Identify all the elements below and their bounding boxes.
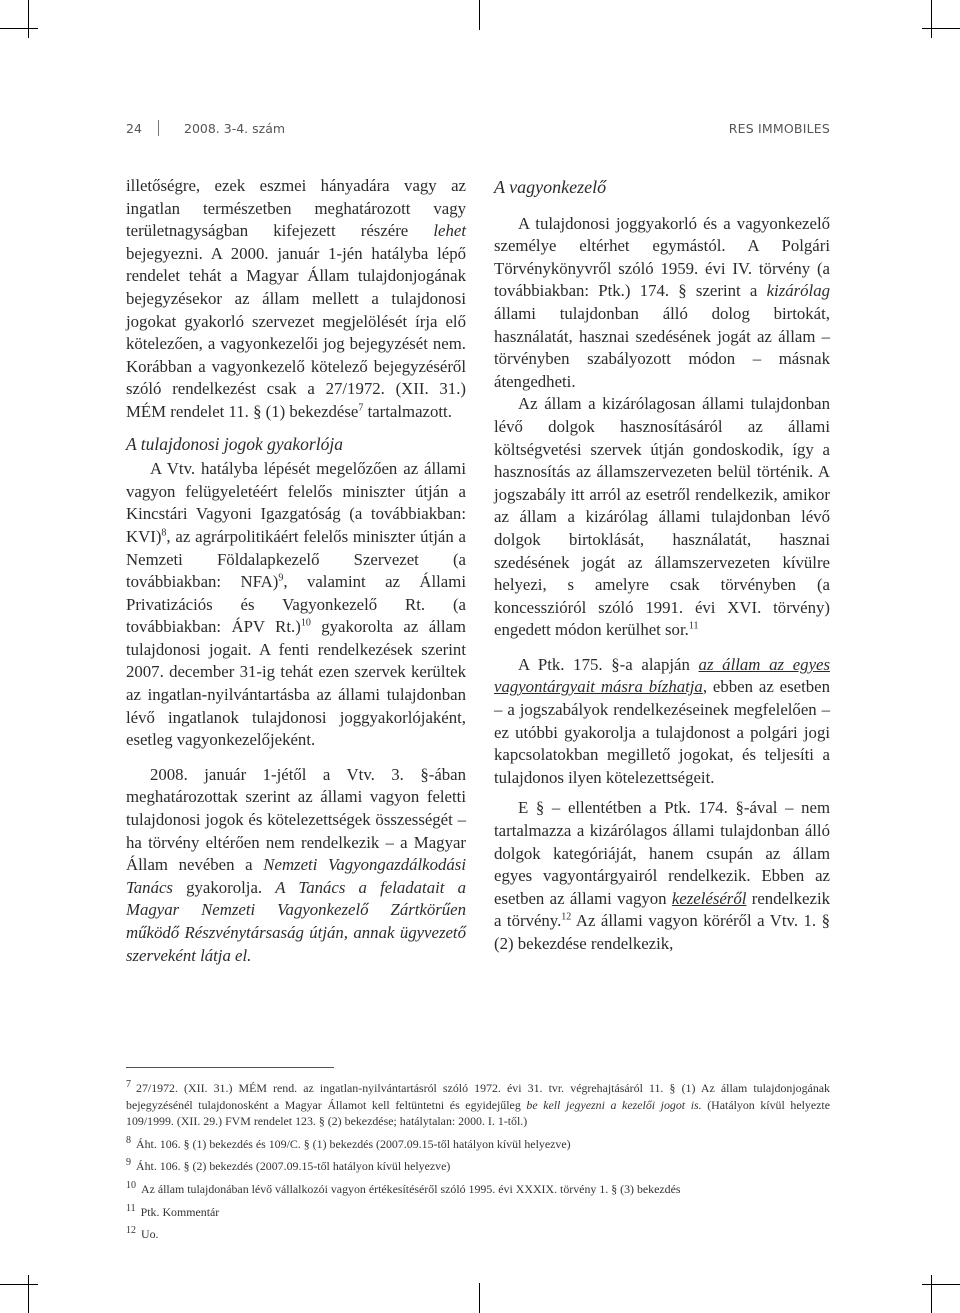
left-paragraph-1: illetőségre, ezek eszmei hányadára vagy az ingatlan természetben meghatározott vagy területnagyságban kifejezett részére lehet bejegyezni. A 2000. január 1-jén hatályba lépő rendelet tehát a Magyar Állam tulajdonjogának bejegyzésekor az állam mellett a tulajdonosi jogokat gyakorló szervezet megjelölését írja elő kötelezően, a vagyonkezelői jog bejegyzését nem. Korábban a vagyonkezelő kötelező bejegyzéséről szóló rendelkezést csak a 27/1972. (XII. 31.) MÉM rendelet 11. § (1) bekezdése$^7$ tartalmazott. — [126, 176, 466, 421]
footnotes — [126, 1080, 830, 1249]
crop-mark-top-left-h — [0, 28, 38, 29]
left-paragraph-3: 2008. január 1-jétől a Vtv. 3. §-ában meghatározottak szerint az állami vagyon feletti tulajdonosi jogok és kötelezettségek összességét – ha törvény eltérően nem rendelkezik – a Magyar Állam nevében a Nemzeti Vagyongazdálkodási Tanács gyakorolja. A Tanács a feladatait a Magyar Nemzeti Vagyonkezelő Zártkörűen működő Részvénytársaság útján, annak ügyvezető szerveként látja el. — [126, 764, 466, 965]
footnote-ref-10[interactable]: 10 — [300, 617, 311, 629]
section-heading-tulajdonosi-jogok: A tulajdonosi jogok gyakorlója — [126, 433, 343, 454]
magazine-title: RES IMMOBILES — [728, 121, 830, 136]
footnote-8: $^8$ Áht. 106. § (1) bekezdés és 109/C. § (1) bekezdés (2007.09.15-től hatályon kívül helyezve) — [126, 1134, 571, 1151]
footnote-divider — [126, 1067, 334, 1068]
issue-label: 2008. 3-4. szám — [184, 121, 286, 136]
crop-mark-bottom-right — [931, 1275, 932, 1313]
header-separator — [158, 120, 159, 136]
footnote-11: $^{11}$ Ptk. Kommentár — [126, 1202, 220, 1219]
left-column — [126, 175, 466, 967]
page-header — [126, 121, 830, 141]
right-paragraph-3: A Ptk. 175. §-a alapján az állam az egyes vagyontárgyait másra bízhatja, ebben az esetben – a jogszabályok rendelkezéseinek megfelelően – ez utóbbi gyakorolja a tulajdonost a polgári jogi kapcsolatokban megillető jogokat, és teljesíti a tulajdonos ilyen kötelezettségeit. — [494, 654, 830, 787]
crop-mark-top-right-h — [922, 28, 960, 29]
crop-mark-top-left — [28, 0, 29, 38]
right-paragraph-1: A tulajdonosi joggyakorló és a vagyonkezelő személye eltérhet egymástól. A Polgári Törvénykönyvről szóló 1959. évi IV. törvény (a továbbiakban: Ptk.) 174. § szerint a kizárólag állami tulajdonban álló dolog birtokát, használatát, hasznai szedésének jogát az állam – törvényben szabályozott módon – másnak átengedheti. — [494, 213, 830, 391]
crop-mark-bottom-center — [479, 1283, 480, 1313]
footnote-9: $^9$ Áht. 106. § (2) bekezdés (2007.09.15-től hatályon kívül helyezve) — [126, 1157, 451, 1174]
footnote-ref-12[interactable]: 12 — [561, 911, 572, 923]
left-paragraph-2: A Vtv. hatályba lépését megelőzően az állami vagyon felügyeletéért felelős miniszter útján a Kincstári Vagyoni Igazgatóság (a továbbiakban: KVI)$^8$, az agrárpolitikáért felelős miniszter útján a Nemzeti Földalapkezelő Szervezet (a továbbiakban: NFA)$^9$, valamint az Állami Privatizációs és Vagyonkezelő Rt. (a továbbiakban: ÁPV Rt.)$^{10}$ gyakorolta az állam tulajdonosi jogait. A fenti rendelkezések szerint 2007. december 31-ig tehát ezen szervek kerültek az ingatlan-nyilvántartásba az állami tulajdonban lévő ingatlanok tulajdonosi joggyakorlójaként, esetleg vagyonkezelőjeként. — [126, 459, 466, 750]
crop-mark-bottom-left-h — [0, 1284, 38, 1285]
footnote-10: $^{10}$ Az állam tulajdonában lévő vállalkozói vagyon értékesítéséről szóló 1995. évi XXXIX. törvény 1. § (3) bekezdés — [126, 1180, 681, 1196]
crop-mark-bottom-left — [28, 1275, 29, 1313]
footnote-ref-8[interactable]: 8 — [161, 527, 167, 539]
right-column — [494, 175, 830, 956]
right-paragraph-4: E § – ellentétben a Ptk. 174. §-ával – nem tartalmazza a kizárólagos állami tulajdonban álló dolgok kategóriáját, hanem csupán az állam egyes vagyontárgyairól rendelkezik. Ebben az esetben az állami vagyon kezeléséről rendelkezik a törvény.$^{12}$ Az állami vagyon köréről a Vtv. 1. § (2) bekezdése rendelkezik, — [494, 798, 830, 953]
page-number: 24 — [126, 121, 142, 136]
crop-mark-top-center — [479, 0, 480, 30]
footnote-ref-7[interactable]: 7 — [358, 402, 364, 414]
footnote-ref-11[interactable]: 11 — [688, 620, 699, 632]
footnote-12: $^{12}$ Uo. — [126, 1225, 159, 1242]
footnote-7: $^7$ 27/1972. (XII. 31.) MÉM rend. az ingatlan-nyilvántartásról szóló 1972. évi 31. tvr. végrehajtásáról 11. § (1) Az állam tulajdonjogának bejegyzésénél tulajdonosként a Magyar Államot kell feltüntetni és egyidejűleg be kell jegyezni a kezelői jogot is. (Hatályon kívül helyezte 109/1999. (XII. 29.) FVM rendelet 123. § (2) bekezdése; hatálytalan: 2000. I. 1-től.) — [126, 1079, 830, 1129]
footnote-ref-9[interactable]: 9 — [278, 572, 284, 584]
crop-mark-bottom-right-h — [922, 1284, 960, 1285]
crop-mark-top-right — [931, 0, 932, 38]
section-heading-vagyonkezelo: A vagyonkezelő — [494, 177, 607, 197]
right-paragraph-2: Az állam a kizárólagosan állami tulajdonban lévő dolgok hasznosításáról az állami költségvetési szervek útján gondoskodik, így a hasznosítás az államszervezeten belül történik. A jogszabály itt arról az esetről rendelkezik, amikor az állam a kizárólag állami tulajdonban lévő dolgok birtoklását, használatát, hasznai szedésének jogát az államszervezeten kívülre helyezi, s amelyre csak törvényben (a koncesszióról szóló 1991. évi XVI. törvény) engedett módon kerülhet sor.$^{11}$ — [494, 394, 830, 640]
